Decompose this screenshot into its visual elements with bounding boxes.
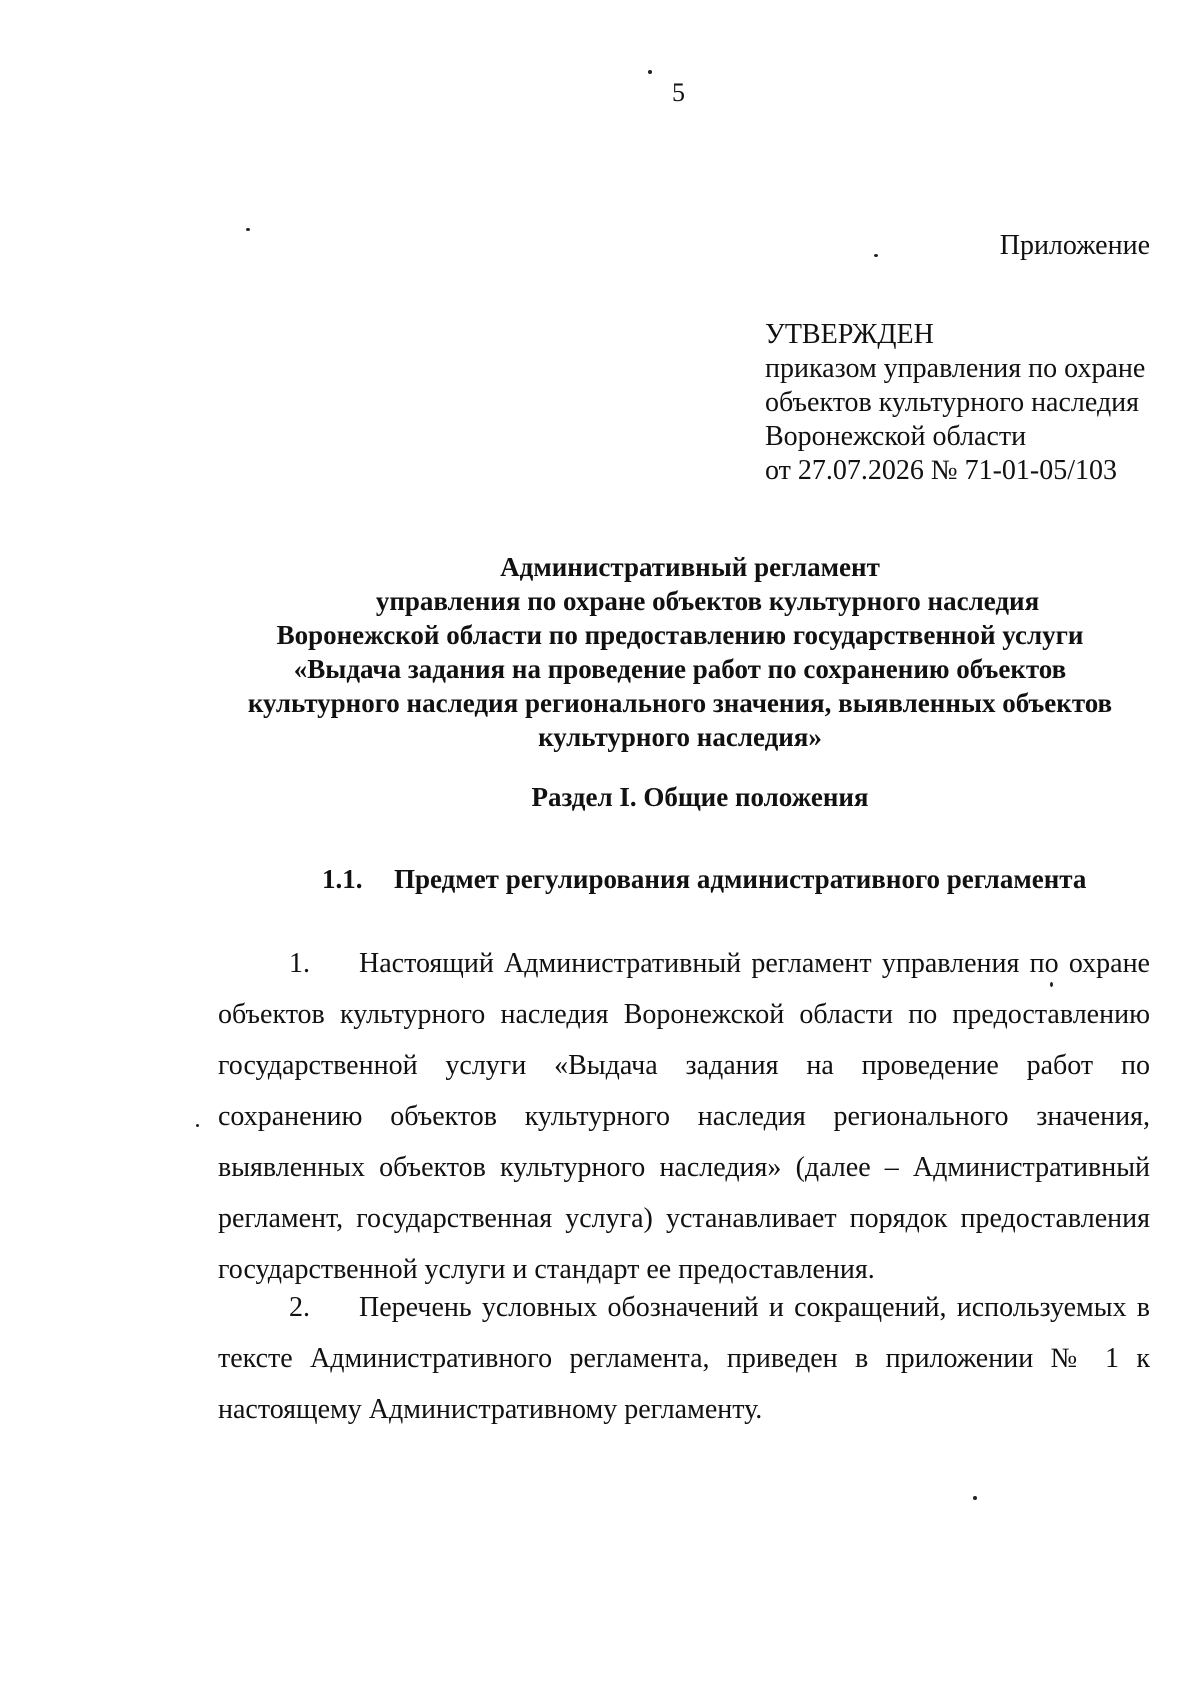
scan-speck	[246, 228, 250, 231]
title-line: управления по охране объектов культурного наследия	[375, 586, 1040, 616]
page-number: 5	[672, 78, 685, 107]
approval-order-date-number: от 27.07.2026 № 71-01-05/103	[765, 455, 1118, 486]
attachment-label: Приложение	[999, 230, 1150, 261]
title-line: Воронежской области по предоставлению государственной услуги	[276, 620, 1084, 650]
subsection-heading	[322, 864, 1086, 895]
title-line: Административный регламент	[500, 552, 880, 582]
document-title	[200, 550, 1160, 754]
section-heading: Раздел I. Общие положения	[531, 782, 869, 812]
approval-block	[765, 318, 1145, 488]
scan-speck	[874, 254, 878, 257]
paragraph-number: 1.	[289, 948, 310, 979]
approval-status: УТВЕРЖДЕН	[765, 319, 934, 350]
subsection-number: 1.1.	[322, 864, 363, 894]
paragraph-text: Настоящий Административный регламент управления по охране объектов культурного наследия Воронежской области по предоставлению государственной услуги «Выдача задания на проведение работ по сохранению объектов культурного наследия регионального значения, выявленных объектов культурного наследия» (далее – Административный регламент, государственная услуга) устанавливает порядок предоставления государственной услуги и стандарт ее предоставления.	[218, 948, 1150, 1285]
scan-speck	[1050, 982, 1053, 987]
scan-speck	[648, 70, 652, 74]
paragraph-1	[218, 938, 1150, 1295]
subsection-title: Предмет регулирования административного регламента	[394, 864, 1087, 894]
paragraph-number: 2.	[289, 1292, 310, 1323]
approval-line: объектов культурного наследия	[765, 387, 1140, 418]
paragraph-2	[218, 1282, 1150, 1435]
approval-line: Воронежской области	[765, 421, 1027, 452]
scan-speck	[196, 1124, 199, 1127]
approval-line: приказом управления по охране	[765, 353, 1146, 384]
title-line: культурного наследия регионального значения, выявленных объектов	[247, 688, 1113, 718]
title-line: культурного наследия»	[538, 722, 822, 752]
title-line: «Выдача задания на проведение работ по сохранению объектов	[293, 654, 1067, 684]
paragraph-text: Перечень условных обозначений и сокращений, используемых в тексте Административного регламента, приведен в приложении № 1 к настоящему Административному регламенту.	[218, 1292, 1150, 1425]
scan-speck	[973, 1496, 977, 1500]
